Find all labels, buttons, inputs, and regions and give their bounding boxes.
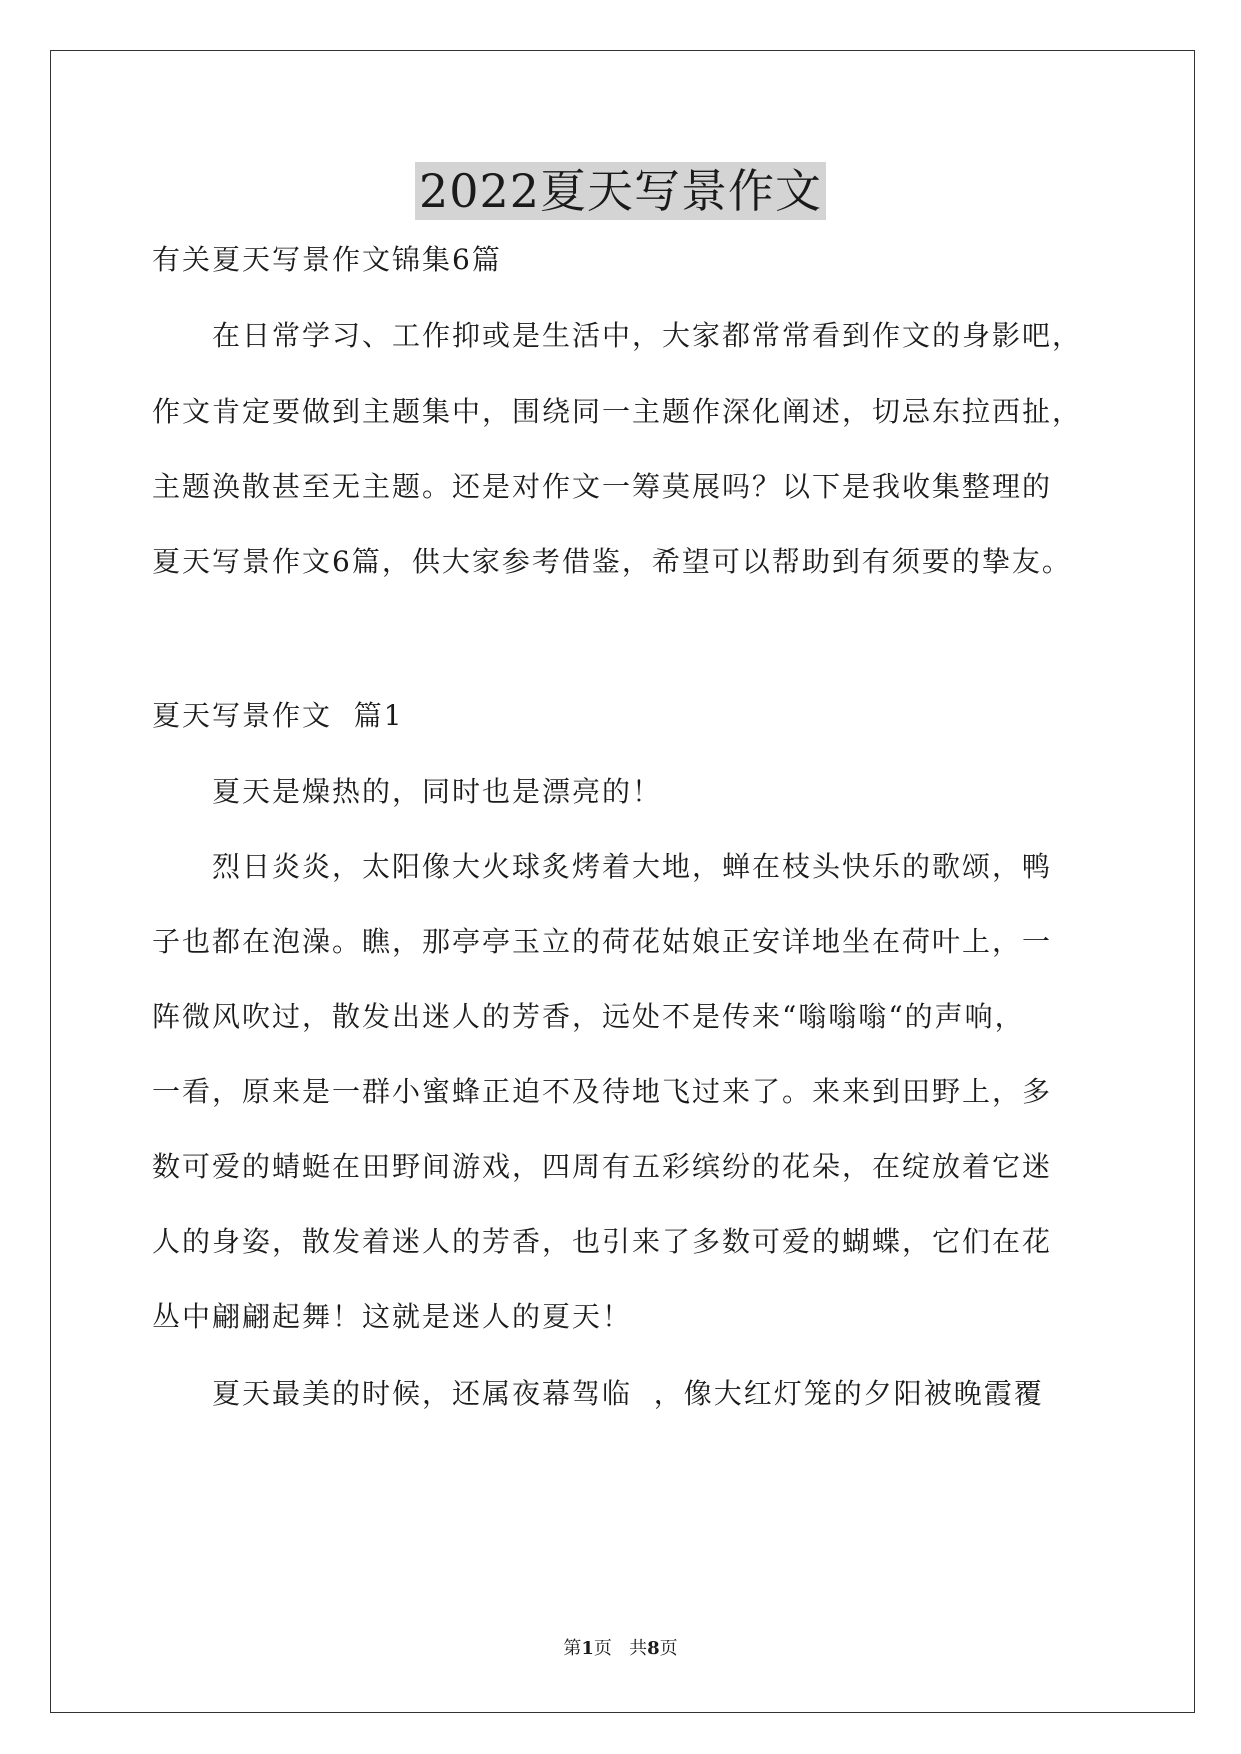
page-footer: [0, 1634, 1241, 1660]
body-line: 夏天是燥热的，同时也是漂亮的！: [212, 775, 663, 808]
body-line: 数可爱的蜻蜓在田野间游戏，四周有五彩缤纷的花朵，在绽放着它迷: [152, 1150, 1053, 1183]
body-line: 一看，原来是一群小蜜蜂正迫不及待地飞过来了。来来到田野上，多: [152, 1075, 1053, 1108]
footer-middle: 页 共: [593, 1638, 648, 1659]
body-line: 烈日炎炎，太阳像大火球炙烤着大地，蝉在枝头快乐的歌颂，鸭: [212, 850, 1053, 883]
intro-line: 在日常学习、工作抑或是生活中，大家都常常看到作文的身影吧，: [212, 319, 1083, 352]
footer-suffix: 页: [659, 1638, 678, 1659]
body-line: 阵微风吹过，散发出迷人的芳香，远处不是传来“嗡嗡嗡“的声响，: [152, 1000, 1025, 1033]
intro-line: 主题涣散甚至无主题。还是对作文一筹莫展吗？以下是我收集整理的: [152, 470, 1053, 503]
footer-prefix: 第: [563, 1638, 582, 1659]
intro-line: 夏天写景作文6篇，供大家参考借鉴，希望可以帮助到有须要的挚友。: [152, 545, 1072, 578]
intro-line: 作文肯定要做到主题集中，围绕同一主题作深化阐述，切忌东拉西扯，: [152, 395, 1083, 428]
body-line: 人的身姿，散发着迷人的芳香，也引来了多数可爱的蝴蝶，它们在花: [152, 1225, 1053, 1258]
body-line: 子也都在泡澡。瞧，那亭亭玉立的荷花姑娘正安详地坐在荷叶上，一: [152, 925, 1053, 958]
body-line: 丛中翩翩起舞！这就是迷人的夏天！: [152, 1300, 633, 1333]
body-line: 夏天最美的时候，还属夜幕驾临 ，像大红灯笼的夕阳被晚霞覆: [212, 1377, 1044, 1410]
current-page-number: 1: [581, 1638, 594, 1659]
section-heading: 夏天写景作文 篇1: [152, 699, 404, 732]
document-title: 2022夏天写景作文: [415, 162, 826, 220]
subtitle: 有关夏天写景作文锦集6篇: [152, 243, 502, 276]
document-title-wrap: [0, 155, 1241, 221]
total-page-number: 8: [647, 1638, 660, 1659]
